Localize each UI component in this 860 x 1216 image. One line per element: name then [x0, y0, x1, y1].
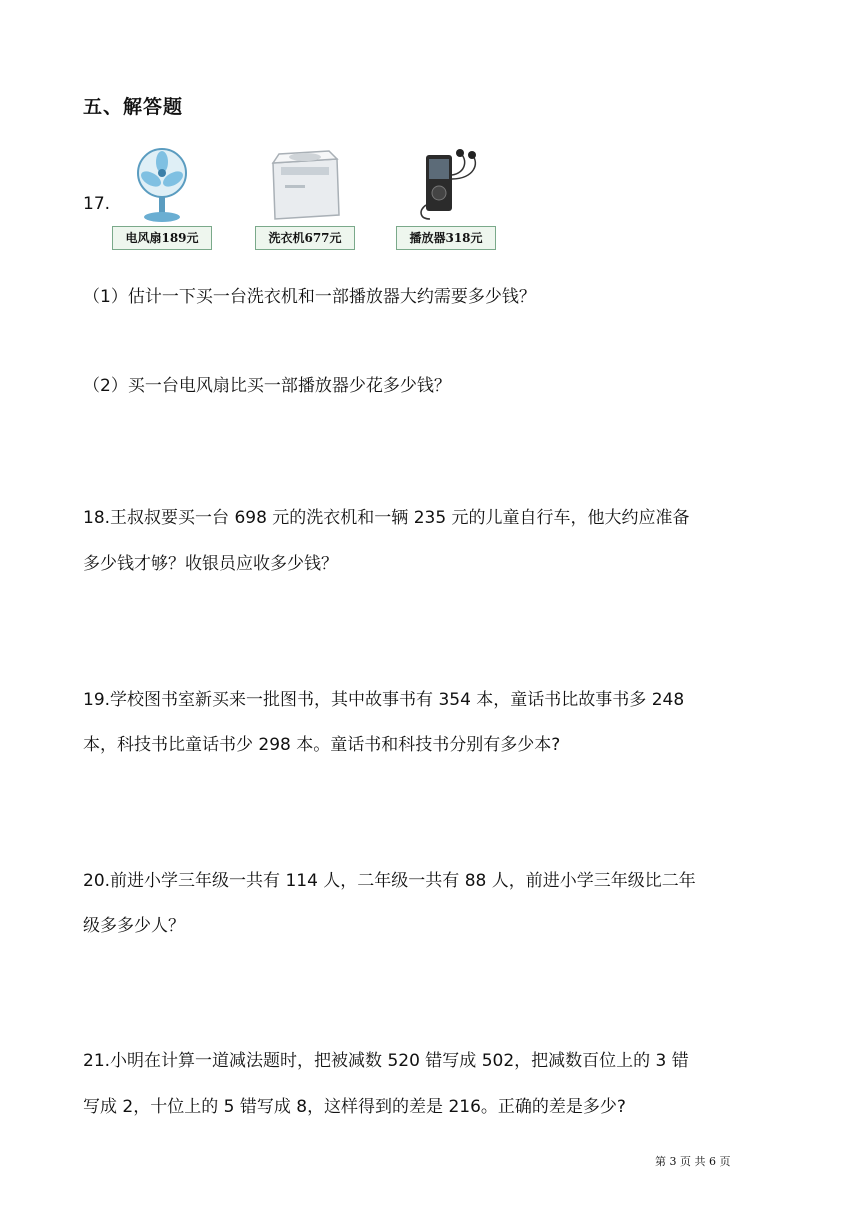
- product-label: 播放器318元: [396, 226, 496, 250]
- question-17-part-1: （1）估计一下买一台洗衣机和一部播放器大约需要多少钱？: [83, 287, 536, 307]
- product-media-player: [396, 145, 496, 250]
- product-washing-machine: [255, 145, 355, 250]
- question-17-part-2: （2）买一台电风扇比买一部播放器少花多少钱？: [83, 376, 451, 396]
- question-20-line-2: 级多多少人？: [83, 916, 185, 936]
- question-17-number: 17.: [83, 194, 111, 214]
- question-19-line-1: 19.学校图书室新买来一批图书，其中故事书有 354 本，童话书比故事书多 248: [83, 690, 685, 710]
- fan-icon: [112, 145, 212, 225]
- question-18-line-1: 18.王叔叔要买一台 698 元的洗衣机和一辆 235 元的儿童自行车，他大约应准备: [83, 508, 690, 528]
- question-21-line-2: 写成 2，十位上的 5 错写成 8，这样得到的差是 216。正确的差是多少?: [83, 1097, 626, 1117]
- question-19-line-2: 本，科技书比童话书少 298 本。童话书和科技书分别有多少本?: [83, 735, 561, 755]
- section-title: 五、解答题: [83, 96, 184, 118]
- media-player-icon: [396, 145, 496, 225]
- question-20-line-1: 20.前进小学三年级一共有 114 人，二年级一共有 88 人，前进小学三年级比二年: [83, 871, 696, 891]
- product-fan: [112, 145, 212, 250]
- product-label: 电风扇189元: [112, 226, 212, 250]
- product-label: 洗衣机677元: [255, 226, 355, 250]
- page-number-footer: 第 3 页 共 6 页: [655, 1155, 731, 1168]
- question-21-line-1: 21.小明在计算一道减法题时，把被减数 520 错写成 502，把减数百位上的 3 错: [83, 1051, 689, 1071]
- washing-machine-icon: [255, 145, 355, 225]
- question-18-line-2: 多少钱才够？收银员应收多少钱？: [83, 554, 338, 574]
